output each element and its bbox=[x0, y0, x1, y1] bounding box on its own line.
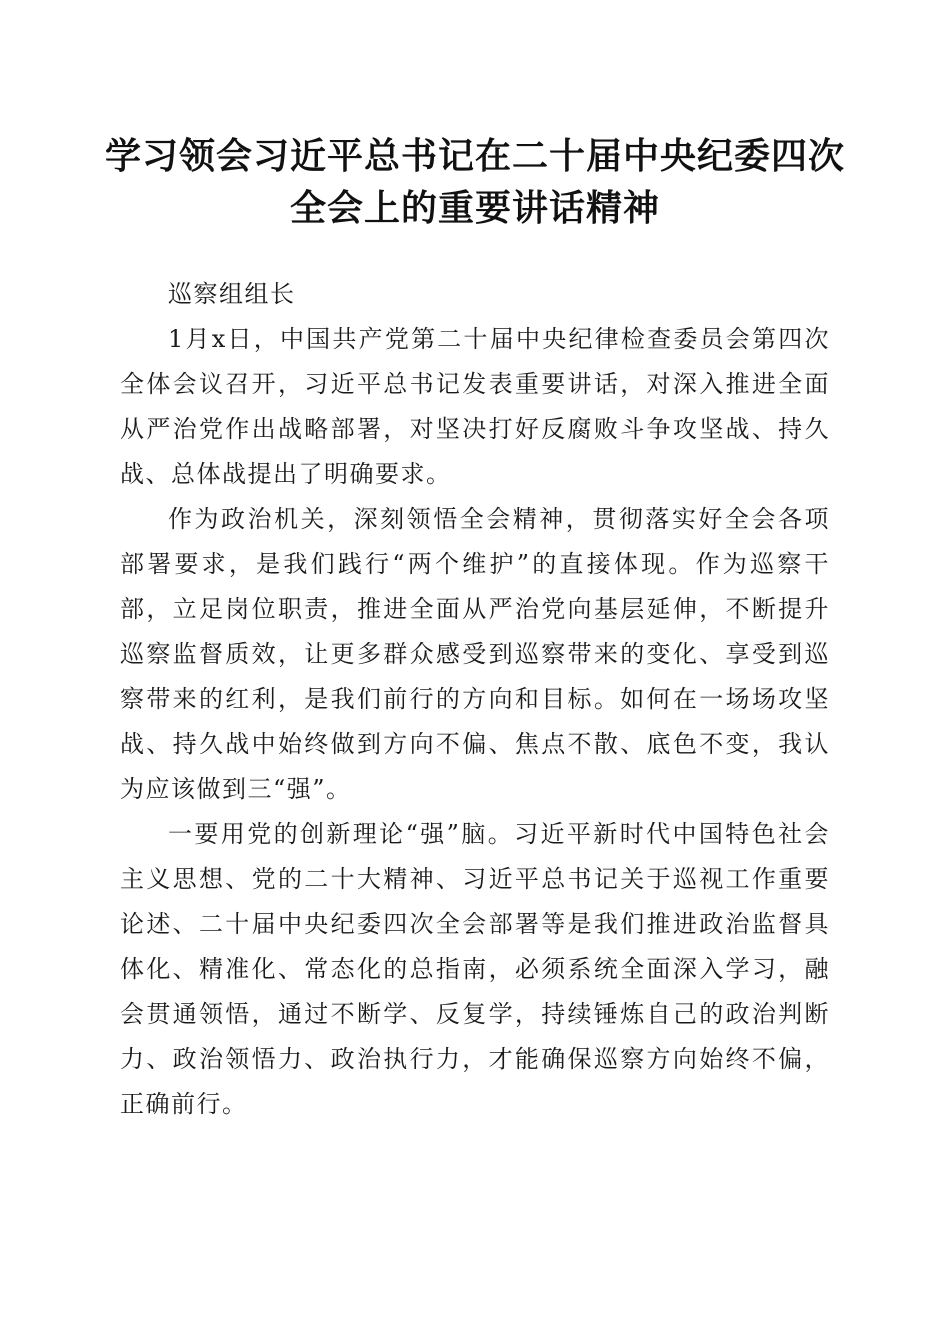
document-body bbox=[120, 272, 830, 1127]
document-title bbox=[80, 130, 870, 234]
paragraph-3: 一要用党的创新理论“强”脑。习近平新时代中国特色社会主义思想、党的二十大精神、习近平总书记关于巡视工作重要论述、二十届中央纪委四次全会部署等是我们推进政治监督具体化、精准化、常态化的总指南，必须系统全面深入学习，融会贯通领悟，通过不断学、反复学，持续锤炼自己的政治判断力、政治领悟力、政治执行力，才能确保巡察方向始终不偏，正确前行。 bbox=[120, 820, 830, 1118]
title-line-2: 全会上的重要讲话精神 bbox=[289, 187, 660, 229]
paragraph-1: 1月x日，中国共产党第二十届中央纪律检查委员会第四次全体会议召开，习近平总书记发表重要讲话，对深入推进全面从严治党作出战略部署，对坚决打好反腐败斗争攻坚战、持久战、总体战提出了明确要求。 bbox=[120, 325, 830, 488]
author-line: 巡察组组长 bbox=[168, 280, 296, 308]
title-line-1: 学习领会习近平总书记在二十届中央纪委四次 bbox=[104, 135, 845, 177]
paragraph-2: 作为政治机关，深刻领悟全会精神，贯彻落实好全会各项部署要求，是我们践行“两个维护”的直接体现。作为巡察干部，立足岗位职责，推进全面从严治党向基层延伸，不断提升巡察监督质效，让更多群众感受到巡察带来的变化、享受到巡察带来的红利，是我们前行的方向和目标。如何在一场场攻坚战、持久战中始终做到方向不偏、焦点不散、底色不变，我认为应该做到三“强”。 bbox=[120, 505, 830, 803]
